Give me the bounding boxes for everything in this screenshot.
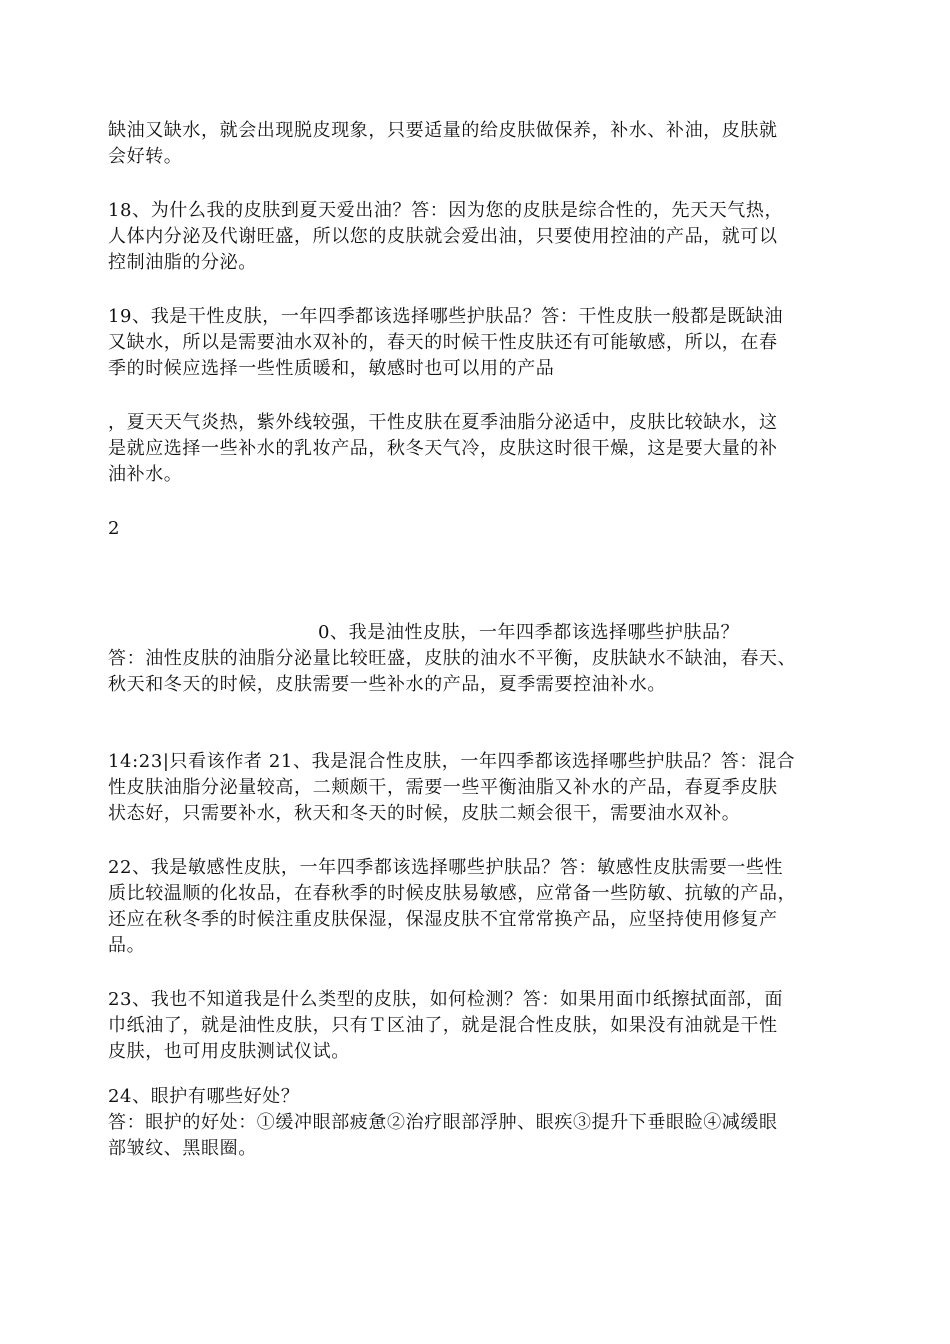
text-line: 油补水。 (108, 464, 183, 485)
text-line: 巾纸油了，就是油性皮肤，只有Ｔ区油了，就是混合性皮肤，如果没有油就是干性 (108, 1015, 778, 1036)
text-line: 0、我是油性皮肤，一年四季都该选择哪些护肤品？ (318, 622, 740, 643)
paragraph-q19 (108, 304, 843, 382)
text-line: 秋天和冬天的时候，皮肤需要一些补水的产品，夏季需要控油补水。 (108, 674, 666, 695)
text-line: 质比较温顺的化妆品，在春秋季的时候皮肤易敏感，应常备一些防敏、抗敏的产品， (108, 883, 797, 904)
text-line: 部皱纹、黑眼圈。 (108, 1138, 257, 1159)
text-line: 缺油又缺水，就会出现脱皮现象，只要适量的给皮肤做保养，补水、补油，皮肤就 (108, 120, 778, 141)
text-line: 品。 (108, 935, 146, 956)
text-line: 2 (108, 518, 121, 539)
paragraph-q23 (108, 987, 843, 1065)
paragraph-q19-continued (108, 410, 843, 488)
text-line: 皮肤，也可用皮肤测试仪试。 (108, 1041, 350, 1062)
heading-q24 (108, 1084, 843, 1110)
text-line: 23、我也不知道我是什么类型的皮肤，如何检测？答：如果用面巾纸擦拭面部，面 (108, 989, 784, 1010)
text-line: 人体内分泌及代谢旺盛，所以您的皮肤就会爱出油，只要使用控油的产品，就可以 (108, 226, 778, 247)
text-line: 状态好，只需要补水，秋天和冬天的时候，皮肤二颊会很干，需要油水双补。 (108, 803, 741, 824)
paragraph-q21 (108, 749, 843, 827)
paragraph-q18 (108, 198, 843, 276)
text-line: 还应在秋冬季的时候注重皮肤保湿，保湿皮肤不宜常常换产品，应坚持使用修复产 (108, 909, 778, 930)
heading-q20 (318, 620, 858, 646)
text-line: 24、眼护有哪些好处？ (108, 1086, 300, 1107)
page-number-fragment (108, 516, 843, 542)
text-line: ，夏天天气炎热，紫外线较强，干性皮肤在夏季油脂分泌适中，皮肤比较缺水，这 (108, 412, 778, 433)
text-line: 18、为什么我的皮肤到夏天爱出油？答：因为您的皮肤是综合性的，先天天气热， (108, 200, 784, 221)
paragraph-dry-skin-continued (108, 118, 843, 170)
text-line: 答：眼护的好处：①缓冲眼部疲惫②治疗眼部浮肿、眼疾③提升下垂眼睑④减缓眼 (108, 1112, 778, 1133)
text-line: 是就应选择一些补水的乳妆产品，秋冬天气冷，皮肤这时很干燥，这是要大量的补 (108, 438, 778, 459)
paragraph-q24-answer (108, 1110, 843, 1162)
text-line: 季的时候应选择一些性质暖和，敏感时也可以用的产品 (108, 358, 555, 379)
paragraph-q22 (108, 855, 843, 959)
text-line: 会好转。 (108, 146, 183, 167)
paragraph-q20-answer (108, 646, 843, 698)
text-line: 控制油脂的分泌。 (108, 252, 257, 273)
text-line: 性皮肤油脂分泌量较高，二颊颇干，需要一些平衡油脂又补水的产品，春夏季皮肤 (108, 777, 778, 798)
text-line: 又缺水，所以是需要油水双补的，春天的时候干性皮肤还有可能敏感，所以，在春 (108, 332, 778, 353)
text-line: 14:23|只看该作者 21、我是混合性皮肤，一年四季都该选择哪些护肤品？答：混合 (108, 751, 796, 772)
text-line: 19、我是干性皮肤，一年四季都该选择哪些护肤品？答：干性皮肤一般都是既缺油 (108, 306, 784, 327)
text-line: 22、我是敏感性皮肤，一年四季都该选择哪些护肤品？答：敏感性皮肤需要一些性 (108, 857, 784, 878)
text-line: 答：油性皮肤的油脂分泌量比较旺盛，皮肤的油水不平衡，皮肤缺水不缺油，春天、 (108, 648, 797, 669)
